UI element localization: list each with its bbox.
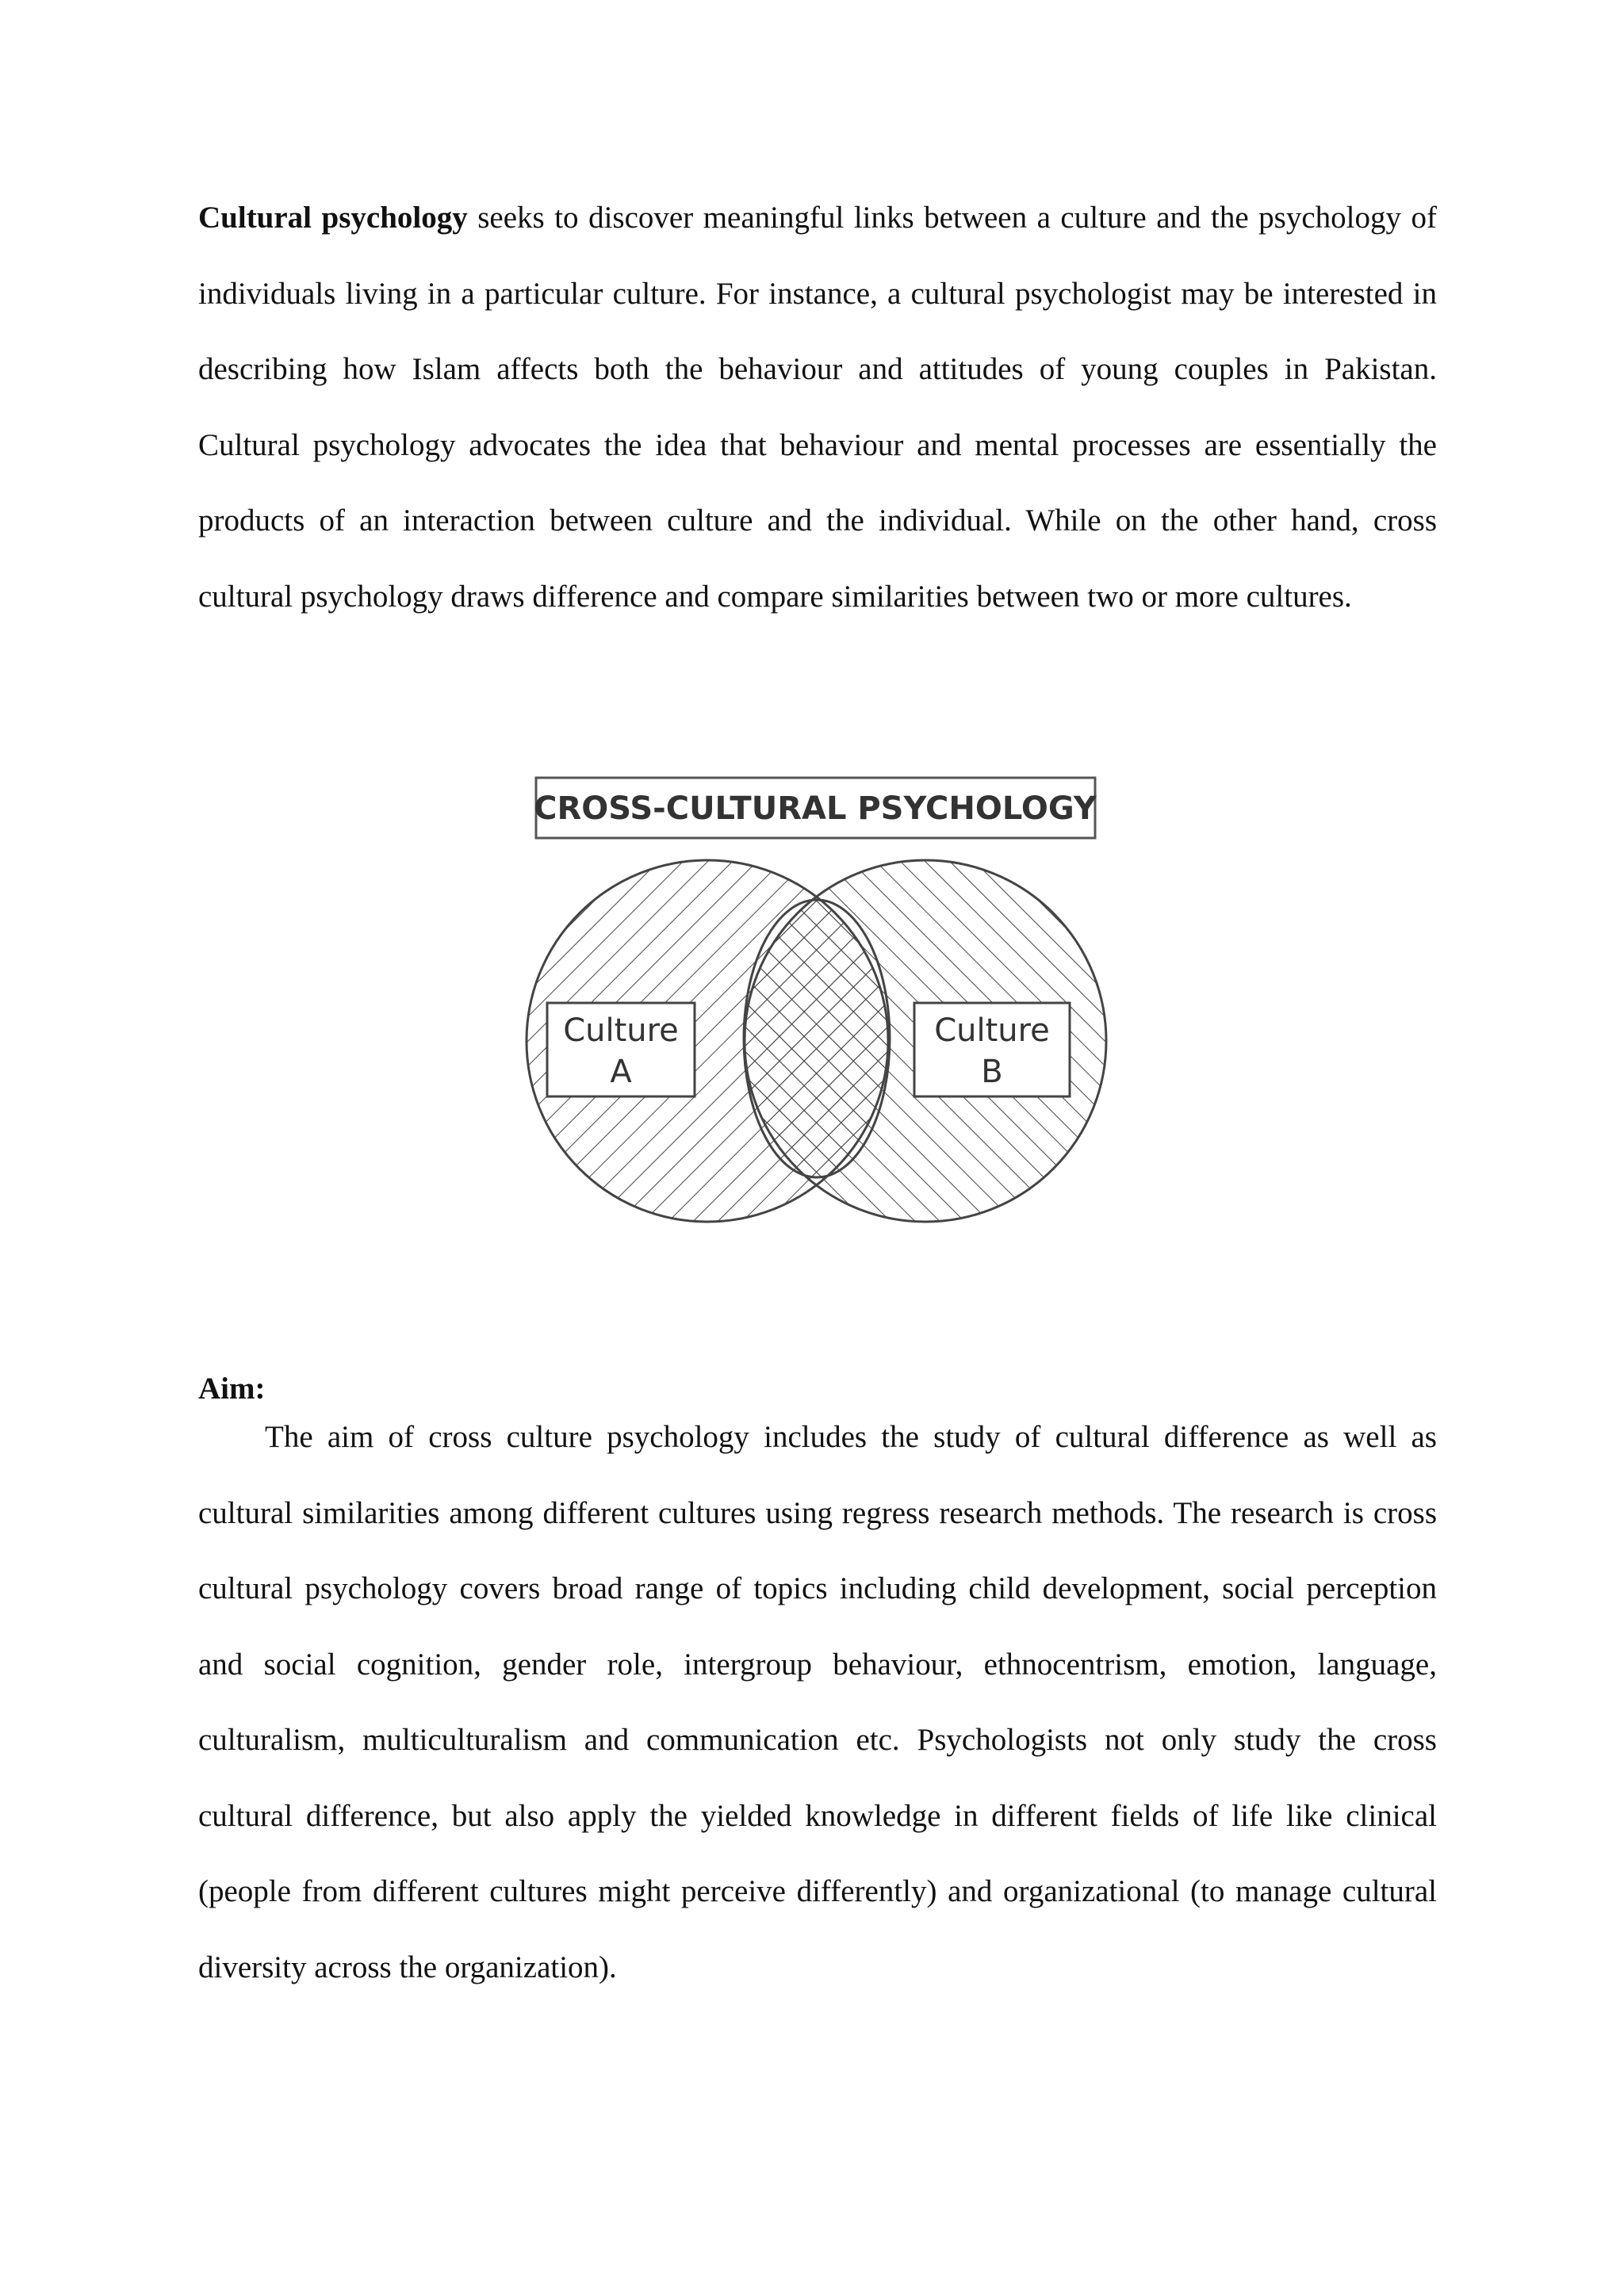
venn-diagram-svg [508, 765, 1126, 1229]
culture-b-label-line1: Culture [934, 1012, 1050, 1049]
culture-a-label-line2: A [610, 1054, 632, 1090]
intro-paragraph [198, 180, 1437, 634]
intro-text: seeks to discover meaningful links between a culture and the psychology of individuals living in a particular culture. For instance, a cultural psychologist may be interested in describing how Islam affects both the behaviour and attitudes of young couples in Pakistan. Cultural psychology advocates the idea that behaviour and mental processes are essentially the products of an interaction between culture and the individual. While on the other hand, cross cultural psychology draws difference and compare similarities between two or more cultures. [198, 201, 1437, 614]
diagram-title: CROSS-CULTURAL PSYCHOLOGY [534, 790, 1097, 827]
venn-diagram [508, 765, 1126, 1229]
intro-term: Cultural psychology [198, 201, 468, 235]
culture-a-label-line1: Culture [563, 1012, 679, 1049]
culture-b-label-line2: B [981, 1054, 1003, 1090]
aim-heading: Aim: [198, 1372, 266, 1406]
aim-paragraph: The aim of cross culture psychology includes the study of cultural difference as well as cultural similarities among different cultures using regress research methods. The research is cross cultural psychology covers broad range of topics including child development, social perception and social cognition, gender role, intergroup behaviour, ethnocentrism, emotion, language, culturalism, multiculturalism and communication etc. Psychologists not only study the cross cultural difference, but also apply the yielded knowledge in different fields of life like clinical (people from different cultures might perceive differently) and organizational (to manage cultural diversity across the organization). [198, 1420, 1437, 1984]
